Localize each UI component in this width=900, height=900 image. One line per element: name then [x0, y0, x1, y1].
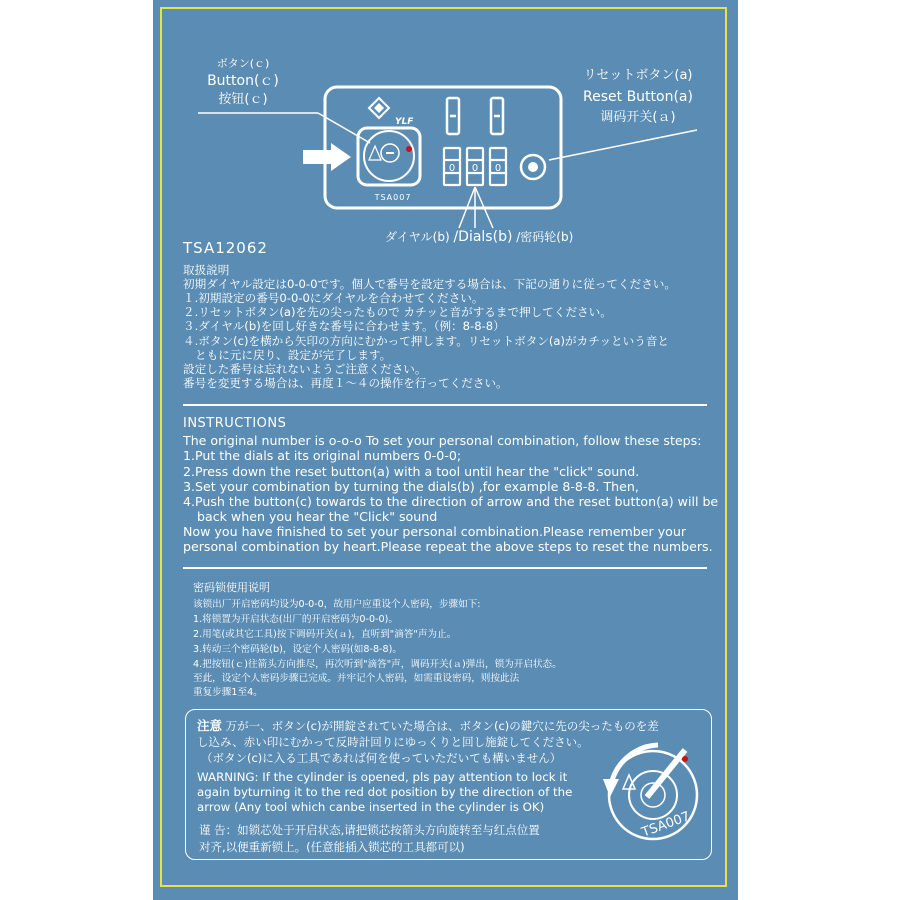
reset-label-jp: リセットボタン(a)	[583, 68, 693, 83]
cylinder-code: TSA007	[639, 809, 693, 841]
cn-line: 3.转动三个密码轮(b)，设定个人密码(如8-8-8)。	[193, 644, 402, 655]
dial-digit: 0	[471, 163, 479, 174]
brand-logo-icon	[369, 98, 389, 118]
button-c-label-en: Button(ｃ)	[207, 73, 279, 89]
jp-line: 初期ダイヤル設定は0-0-0です。個人で番号を設定する場合は、下記の通りに従ってください。	[183, 277, 676, 291]
cn-title: 密码锁使用说明	[193, 581, 270, 594]
lock-diagram	[153, 0, 738, 260]
dials-label	[385, 229, 573, 245]
dial-digit: 0	[494, 163, 502, 174]
cn-line: 2.用笔(或其它工具)按下调码开关(ａ)，直听到"滴答"声为止。	[193, 629, 457, 640]
en-line: 1.Put the dials at its original numbers 0-0-0;	[183, 448, 462, 463]
button-c-cylinder	[364, 131, 414, 181]
instruction-card	[153, 0, 738, 900]
cn-line: 该锁出厂开启密码均设为0-0-0，故用户应重设个人密码，步骤如下:	[193, 599, 481, 610]
warning-en-line: again byturning it to the red dot position by the direction of the	[197, 785, 573, 799]
en-line: 2.Press down the reset button(a) with a tool until hear the "click" sound.	[183, 464, 640, 479]
warning-en-line: WARNING: If the cylinder is opened, pls pay attention to lock it	[197, 770, 568, 784]
cn-line: 至此，设定个人密码步骤已完成。并牢记个人密码，如需重设密码，则按此法	[193, 673, 520, 684]
cn-line: 1.将锁置为开启状态(出厂的开启密码为0-0-0)。	[193, 614, 398, 625]
push-arrow-icon	[303, 143, 351, 171]
dials-label-cn: /密码轮(b)	[516, 230, 574, 244]
divider	[183, 567, 707, 569]
jp-line: １.初期設定の番号0-0-0にダイヤルを合わせてください。	[183, 291, 484, 305]
model-number: TSA12062	[183, 239, 268, 257]
jp-line: ともに元に戻り、設定が完了します。	[195, 348, 392, 362]
en-line: The original number is o-o-o To set your personal combination, follow these steps:	[183, 433, 702, 448]
divider	[183, 404, 707, 406]
button-c-label-cn: 按钮(ｃ)	[218, 92, 268, 107]
dial-window-icon	[447, 98, 503, 134]
warning-en-line: arrow (Any tool which canbe inserted in the cylinder is OK)	[197, 800, 545, 814]
en-line: back when you hear the "Click" sound	[197, 509, 438, 524]
lock-body	[325, 87, 561, 208]
button-c-outline	[358, 128, 420, 185]
button-c-code: TSA007	[374, 193, 412, 202]
dial-digit: 0	[448, 163, 456, 174]
jp-line: ３.ダイヤル(b)を回し好きな番号に合わせます。（例：8-8-8）	[183, 319, 505, 333]
jp-line: 番号を変更する場合は、再度１～４の操作を行ってください。	[183, 376, 508, 390]
cn-line: 4.把按钮(ｃ)往箭头方向推尽，再次听到"滴答"声，调码开关(ａ)弹出，锁为开启状态。	[193, 659, 562, 670]
en-line: 4.Push the button(c) towards to the direction of arrow and the reset button(a) will be	[183, 494, 719, 509]
jp-line: ２.リセットボタン(a)を先の尖ったもので カチッと音がするまで押してください。	[183, 305, 612, 319]
warning-jp-line: （ボタン(c)に入る工具であれば何を使っていただいても構いません）	[201, 751, 562, 765]
warning-cn-line: 对齐,以便重新锁上。(任意能插入锁芯的工具都可以)	[199, 840, 465, 854]
reset-label-en: Reset Button(a)	[583, 89, 693, 105]
jp-line: ４.ボタン(c)を横から矢印の方向にむかって押します。リセットボタン(a)がカチッという音と	[183, 334, 670, 348]
warning-jp-line: し込み、赤い印にむかって反時計回りにゆっくりと回し施錠してください。	[197, 735, 589, 749]
button-c-label-jp: ボタン(ｃ)	[216, 57, 270, 70]
reset-label-cn: 调码开关(ａ)	[600, 110, 676, 125]
warning-jp-line-1	[197, 718, 659, 734]
dials-label-en: /Dials(b)	[453, 229, 513, 245]
warning-cn-line: 谨 告：如锁芯处于开启状态,请把锁芯按箭头方向旋转至与红点位置	[199, 823, 540, 837]
button-c-label-group	[208, 57, 278, 71]
red-dot-icon	[406, 146, 412, 152]
warning-jp-head: 注意	[197, 718, 223, 733]
cn-line: 重复步骤1至4。	[193, 687, 263, 698]
brand-text: YLF	[395, 117, 414, 127]
en-line: personal combination by heart.Please repeat the above steps to reset the numbers.	[183, 539, 713, 554]
warning-jp-text: 万が一、ボタン(c)が開錠されていた場合は、ボタン(c)の鍵穴に先の尖ったものを差	[225, 719, 659, 733]
dials-label-jp: ダイヤル(b)	[385, 230, 450, 244]
jp-line: 設定した番号は忘れないようご注意ください。	[183, 362, 427, 376]
en-line: 3.Set your combination by turning the dials(b) ,for example 8-8-8. Then,	[183, 479, 639, 494]
en-title: INSTRUCTIONS	[183, 416, 287, 431]
jp-title: 取扱説明	[183, 263, 230, 277]
en-line: Now you have finished to set your personal combination.Please remember your	[183, 524, 687, 539]
